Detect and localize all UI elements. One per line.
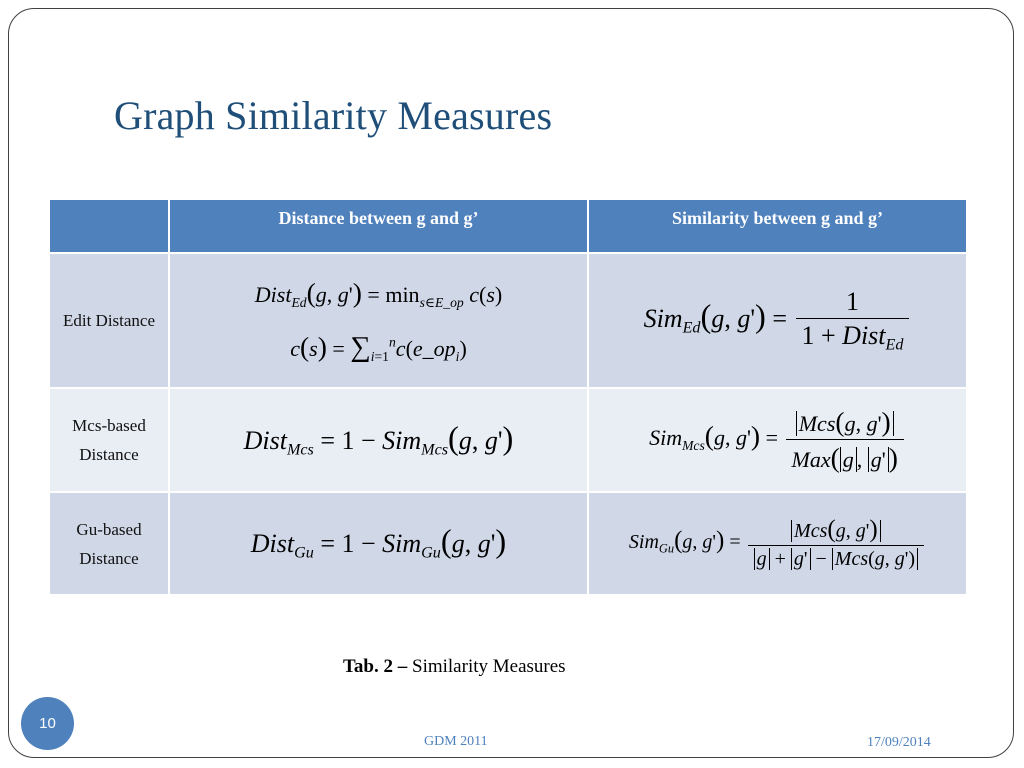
row-label-mcs-distance: Mcs-based Distance (49, 388, 169, 492)
table-row (49, 253, 967, 388)
table-row (49, 388, 967, 492)
slide-title: Graph Similarity Measures (114, 93, 553, 138)
formula-gu-distance: Dist$_{Gu}$ = 1 − Sim$_{Gu}$(g, g') (169, 492, 588, 595)
page-number-badge: 10 (21, 697, 74, 750)
table-header-row (49, 199, 967, 253)
formula-gu-similarity: Sim$_{Gu}$(g, g') = $\frac{\text{Mcs(g, g')}}{\text{g + g' − Mcs(g, g')}}$ (588, 492, 967, 595)
header-distance: Distance between g and g’ (169, 199, 588, 253)
header-empty (49, 199, 169, 253)
footer-date: 17/09/2014 (867, 735, 931, 750)
header-similarity: Similarity between g and g’ (588, 199, 967, 253)
formula-mcs-distance: Dist$_{Mcs}$ = 1 − Sim$_{Mcs}$(g, g') (169, 388, 588, 492)
formula-edit-distance: Dist$_{Ed}$(g, $g') = \min_{s\in E\_op} c(s)$ $c(s) = \sum_{i=1}^nc(e\_op_i)$ (169, 253, 588, 388)
caption-text: Similarity Measures (407, 656, 566, 677)
similarity-table (48, 198, 968, 596)
row-label-gu-distance: Gu-based Distance (49, 492, 169, 595)
caption-label: Tab. 2 – (343, 656, 408, 677)
formula-mcs-similarity: Sim$_{Mcs}$(g, g') = $\frac{\text{Mcs(g, g')}}{\text{Max( g , g' )}}$ (588, 388, 967, 492)
footer-conference: GDM 2011 (424, 734, 488, 749)
table-row (49, 492, 967, 595)
row-label-edit-distance: Edit Distance (49, 253, 169, 388)
table-caption (343, 656, 566, 678)
formula-edit-similarity: Sim$_{Ed}$(g, g') = $\frac{1}{1 + Dist_{Ed}}$ (588, 253, 967, 388)
